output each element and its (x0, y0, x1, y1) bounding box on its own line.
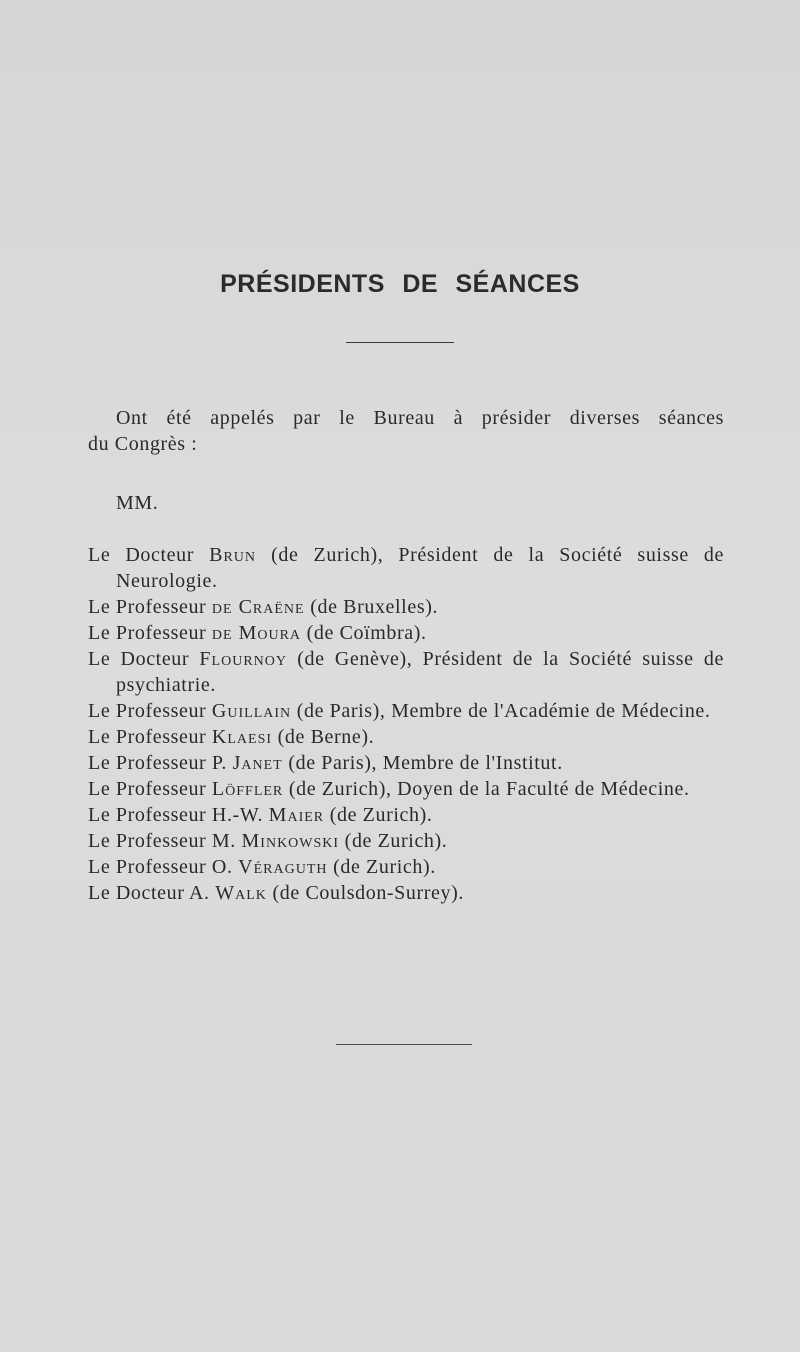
list-item-prefix: Le Professeur (88, 596, 212, 618)
list-item-surname: Maier (268, 804, 325, 826)
list-item-prefix: Le Professeur H.-W. (88, 804, 269, 826)
list-item-details: (de Paris), Membre de l'Institut. (282, 752, 563, 774)
list-item-surname: Guillain (211, 700, 292, 722)
list-item-details: (de Zurich). (327, 856, 436, 878)
list-item-surname: Brun (209, 544, 257, 566)
intro-paragraph (88, 405, 724, 457)
list-item-surname: Minkowski (241, 830, 340, 852)
list-item-details: (de Coïmbra). (301, 622, 427, 644)
list-item-prefix: Le Professeur (88, 700, 212, 722)
list-item (88, 594, 724, 620)
list-item-surname: Flournoy (199, 648, 287, 670)
list-item-particle: de (211, 596, 239, 618)
list-item-prefix: Le Docteur A. (88, 882, 216, 904)
intro-line-2: du Congrès : (88, 433, 198, 455)
list-item-surname: Walk (215, 882, 267, 904)
list-item-prefix: Le Professeur (88, 778, 212, 800)
list-item-prefix: Le Docteur (88, 648, 200, 670)
list-item-details: (de Zurich). (339, 830, 448, 852)
list-item-surname: Klaesi (211, 726, 273, 748)
list-item (88, 802, 724, 828)
list-item-prefix: Le Professeur P. (88, 752, 233, 774)
list-item-details: (de Berne). (272, 726, 375, 748)
list-item-surname: Moura (238, 622, 302, 644)
list-item (88, 750, 724, 776)
list-item (88, 698, 724, 724)
list-item (88, 620, 724, 646)
list-item-surname: Löffler (211, 778, 284, 800)
list-item-prefix: Le Professeur (88, 726, 212, 748)
intro-line-1: Ont été appelés par le Bureau à présider diverses séances (116, 407, 724, 429)
list-item (88, 646, 724, 698)
list-item (88, 880, 724, 906)
presidents-list (88, 542, 724, 906)
list-item-details: (de Zurich), Président de la Société suisse de Neurologie. (116, 544, 724, 592)
title-divider (346, 342, 454, 343)
list-item-surname: Janet (232, 752, 283, 774)
list-item-details: (de Genève), Président de la Société suisse de psychiatrie. (116, 648, 724, 696)
list-item-surname: Véraguth (238, 856, 328, 878)
list-item (88, 542, 724, 594)
list-item-prefix: Le Professeur (88, 622, 212, 644)
page-title: PRÉSIDENTS DE SÉANCES (220, 270, 580, 298)
list-item-details: (de Zurich), Doyen de la Faculté de Médecine. (283, 778, 690, 800)
list-item-details: (de Coulsdon-Surrey). (266, 882, 464, 904)
list-item-prefix: Le Docteur (88, 544, 210, 566)
list-item-details: (de Bruxelles). (304, 596, 439, 618)
closing-divider (336, 1044, 472, 1045)
list-item (88, 724, 724, 750)
list-item-details: (de Paris), Membre de l'Académie de Médecine. (291, 700, 711, 722)
list-item-surname: Craëne (238, 596, 305, 618)
list-item (88, 854, 724, 880)
list-item-particle: de (211, 622, 239, 644)
salutation: MM. (116, 492, 159, 514)
list-item-details: (de Zurich). (324, 804, 433, 826)
list-item (88, 828, 724, 854)
list-item-prefix: Le Professeur M. (88, 830, 242, 852)
list-item (88, 776, 724, 802)
list-item-prefix: Le Professeur O. (88, 856, 239, 878)
